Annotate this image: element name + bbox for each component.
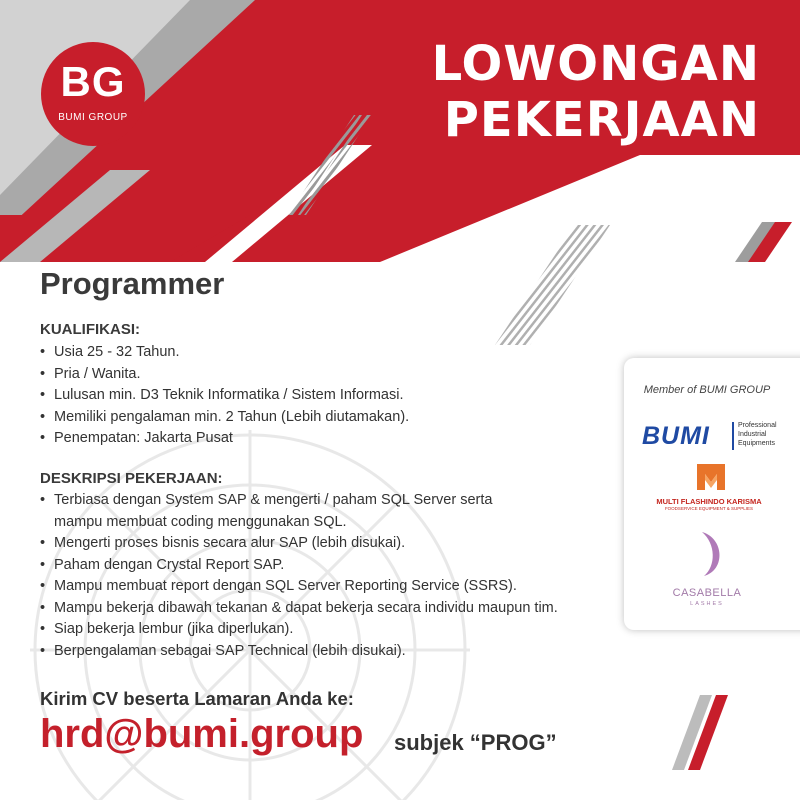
list-item: • Mampu membuat report dengan SQL Server Reporting Service (SSRS). [40, 576, 558, 598]
logo-mark: BG [60, 58, 126, 105]
list-item: • Lulusan min. D3 Teknik Informatika / Sistem Informasi. [40, 385, 409, 407]
bumi-group-logo [41, 42, 145, 146]
member-companies-card [624, 358, 800, 630]
bumi-name: BUMI [642, 422, 710, 450]
headline [432, 36, 760, 148]
job-title: Programmer [40, 266, 225, 301]
bumi-tagline: Professional Industrial Equipments [738, 422, 777, 447]
hatch-group-mid [495, 225, 610, 345]
list-item: • Memiliki pengalaman min. 2 Tahun (Lebih diutamakan). [40, 407, 409, 429]
headline-line-2: PEKERJAAN [443, 92, 760, 148]
mfk-logo-icon [694, 460, 728, 494]
bumi-separator [732, 422, 734, 450]
list-item: • Mengerti proses bisnis secara alur SAP (lebih disukai). [40, 533, 558, 555]
bumi-logo [642, 418, 800, 458]
mfk-name: MULTI FLASHINDO KARISMA [656, 497, 762, 506]
list-item: • Mampu bekerja dibawah tekanan & dapat bekerja secara individu maupun tim. [40, 598, 558, 620]
casabella-logo-icon [694, 530, 728, 578]
email-address[interactable]: hrd@bumi.group [40, 712, 364, 756]
list-item: • Penempatan: Jakarta Pusat [40, 428, 409, 450]
qualifications-list [40, 342, 409, 450]
logo-name: BUMI GROUP [58, 112, 128, 123]
job-description-list [40, 490, 558, 662]
member-card-title: Member of BUMI GROUP [643, 384, 771, 396]
cta-text: Kirim CV beserta Lamaran Anda ke: [40, 688, 354, 709]
list-item: • Berpengalaman sebagai SAP Technical (lebih disukai). [40, 641, 558, 663]
job-description-title: DESKRIPSI PEKERJAAN: [40, 470, 223, 487]
casabella-name: CASABELLA [672, 587, 742, 599]
list-item: • Paham dengan Crystal Report SAP. [40, 555, 558, 577]
list-item: • Siap bekerja lembur (jika diperlukan). [40, 619, 558, 641]
qualifications-title: KUALIFIKASI: [40, 321, 140, 338]
list-item: • Usia 25 - 32 Tahun. [40, 342, 409, 364]
casabella-tagline: LASHES [690, 601, 724, 607]
headline-line-1: LOWONGAN [431, 36, 760, 92]
list-item: • Terbiasa dengan System SAP & mengerti / paham SQL Server serta mampu membuat coding menggunakan SQL. [40, 490, 558, 533]
email-subject: subjek “PROG” [394, 730, 557, 755]
list-item: • Pria / Wanita. [40, 364, 409, 386]
mfk-tagline: FOODSERVICE EQUIPMENT & SUPPLIES [664, 506, 754, 511]
